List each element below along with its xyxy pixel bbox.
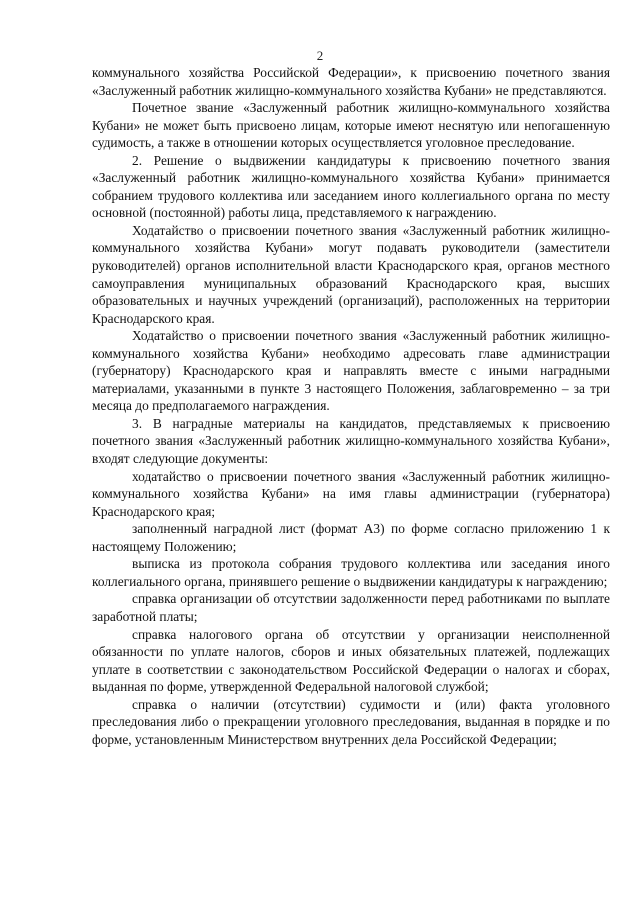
list-item: ходатайство о присвоении почетного звания «Заслуженный работник жилищно-коммунального хозяйства Кубани» на имя главы администрации (губернатора) Краснодарского края; [92, 468, 610, 519]
paragraph-continuation: коммунального хозяйства Российской Федерации», к присвоению почетного звания «Заслуженный работник жилищно-коммунального хозяйства Кубани» не представляются. [92, 65, 610, 98]
list-item: справка о наличии (отсутствии) судимости и (или) факта уголовного преследования либо о прекращении уголовного преследования, выданная в порядке и по форме, установленным Министерством внутренних дела Российской Федерации; [92, 696, 610, 747]
list-item: заполненный наградной лист (формат А3) по форме согласно приложению 1 к настоящему Положению; [92, 521, 610, 554]
list-item: справка налогового органа об отсутствии у организации неисполненной обязанности по уплате налогов, сборов и иных обязательных платежей, подлежащих уплате в соответствии с законодательством Российской Федерации о налогах и сборах, выданная по форме, утвержденной Федеральной налоговой службой; [92, 626, 610, 695]
paragraph: 3. В наградные материалы на кандидатов, представляемых к присвоению почетного звания «Заслуженный работник жилищно-коммунального хозяйства Кубани», входят следующие документы: [92, 415, 610, 467]
page-number: 2 [316, 48, 324, 63]
paragraph: Ходатайство о присвоении почетного звания «Заслуженный работник жилищно-коммунального хозяйства Кубани» необходимо адресовать главе администрации (губернатору) Краснодарского края и направлять вместе с иными наградными материалами, указанными в пункте 3 настоящего Положения, заблаговременно – за три месяца до предполагаемого награждения. [92, 328, 610, 414]
paragraph: Почетное звание «Заслуженный работник жилищно-коммунального хозяйства Кубани» не может быть присвоено лицам, которые имеют неснятую или непогашенную судимость, а также в отношении которых осуществляется уголовное преследование. [92, 100, 610, 151]
list-item: справка организации об отсутствии задолженности перед работниками по выплате заработной платы; [92, 591, 610, 624]
document-body [92, 64, 610, 748]
paragraph: 2. Решение о выдвижении кандидатуры к присвоению почетного звания «Заслуженный работник жилищно-коммунального хозяйства Кубани» принимается собранием трудового коллектива или заседанием иного коллегиального органа по месту основной (постоянной) работы лица, представляемого к награждению. [92, 152, 610, 221]
list-item: выписка из протокола собрания трудового коллектива или заседания иного коллегиального органа, принявшего решение о выдвижении кандидатуры к награждению; [92, 556, 610, 589]
paragraph: Ходатайство о присвоении почетного звания «Заслуженный работник жилищно-коммунального хозяйства Кубани» могут подавать руководители (заместители руководителей) органов исполнительной власти Краснодарского края, органов местного самоуправления муниципальных образований Краснодарского края, высших образовательных и научных учреждений (организаций), расположенных на территории Краснодарского края. [92, 222, 610, 326]
